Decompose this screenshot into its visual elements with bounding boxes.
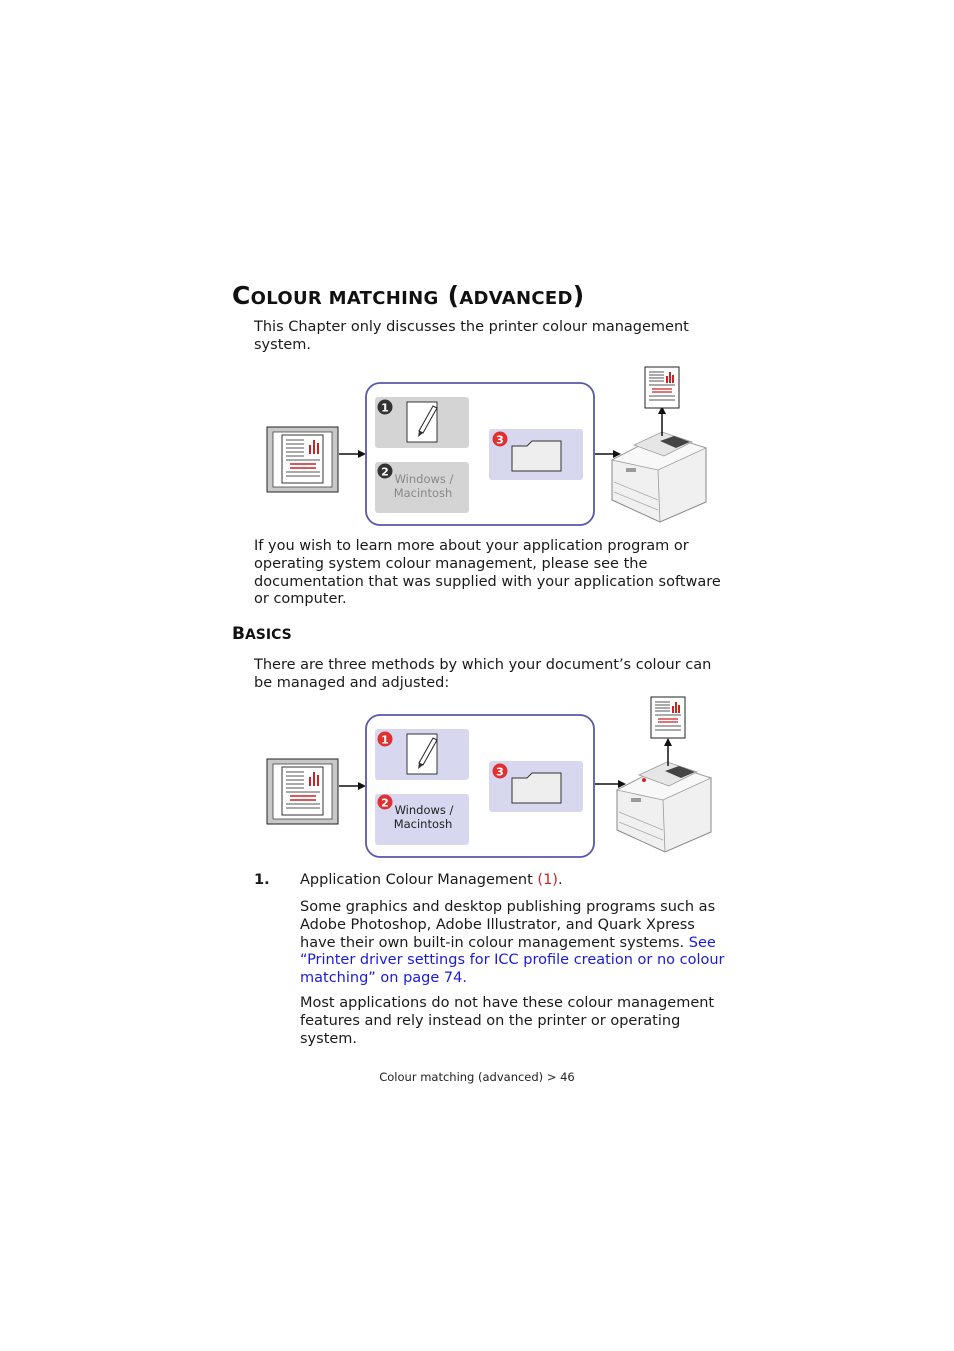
- page-title: COLOUR MATCHING (ADVANCED): [232, 281, 585, 310]
- basics-paragraph: There are three methods by which your document’s colour can be managed and adjusted:: [254, 657, 712, 691]
- learn-more-paragraph: If you wish to learn more about your application program or operating system colour management, please see the documentation that was supplied with your application software or computer.: [254, 538, 721, 608]
- step-1-badge: [378, 400, 393, 415]
- svg-text:2: 2: [381, 465, 389, 479]
- list-item-paragraph-2: Most applications do not have these colour management features and rely instead on the printer or operating system.: [300, 995, 715, 1047]
- os-label-line2: Macintosh: [393, 486, 453, 500]
- svg-text:1: 1: [381, 401, 389, 415]
- list-item-title: Application Colour Management (1).: [300, 872, 563, 888]
- os-label-line1: Windows /: [394, 472, 454, 486]
- page-footer: Colour matching (advanced) > 46: [379, 1070, 575, 1084]
- pencil-application-icon: [407, 402, 437, 442]
- printer-icon: [612, 432, 706, 522]
- printer-driver-icon: [512, 773, 561, 803]
- list-item-paragraph-1: Some graphics and desktop publishing programs such as Adobe Photoshop, Adobe Illustrator, and Quark Xpress have their own built-in colour management systems. See “Printer driver settings for ICC profile creation or no colour matching” on page 74.: [300, 899, 725, 987]
- step-3-badge: [493, 432, 508, 447]
- svg-text:3: 3: [496, 433, 504, 447]
- printer-icon: [617, 762, 711, 852]
- step-3-badge: [493, 764, 508, 779]
- colour-ref: (1): [537, 872, 558, 888]
- step-2-badge: [378, 795, 393, 810]
- colour-management-diagram-1: [0, 360, 954, 530]
- svg-text:3: 3: [496, 765, 504, 779]
- source-document-icon: [267, 759, 338, 824]
- cross-reference-link[interactable]: See “Printer driver settings for ICC profile creation or no colour matching” on page 74.: [300, 934, 725, 987]
- os-label-line1: Windows /: [394, 803, 454, 817]
- pencil-application-icon: [407, 734, 437, 774]
- step-2-badge: [378, 464, 393, 479]
- printer-driver-icon: [512, 441, 561, 471]
- colour-management-diagram-2: [0, 692, 954, 862]
- intro-paragraph: This Chapter only discusses the printer colour management system.: [254, 319, 689, 353]
- list-number: 1.: [254, 872, 270, 888]
- output-document-icon: [645, 367, 679, 408]
- output-document-icon: [651, 697, 685, 738]
- os-label-line2: Macintosh: [393, 817, 453, 831]
- step-1-badge: [378, 732, 393, 747]
- section-heading-basics: BASICS: [232, 624, 292, 644]
- svg-text:1: 1: [381, 733, 389, 747]
- source-document-icon: [267, 427, 338, 492]
- svg-text:2: 2: [381, 796, 389, 810]
